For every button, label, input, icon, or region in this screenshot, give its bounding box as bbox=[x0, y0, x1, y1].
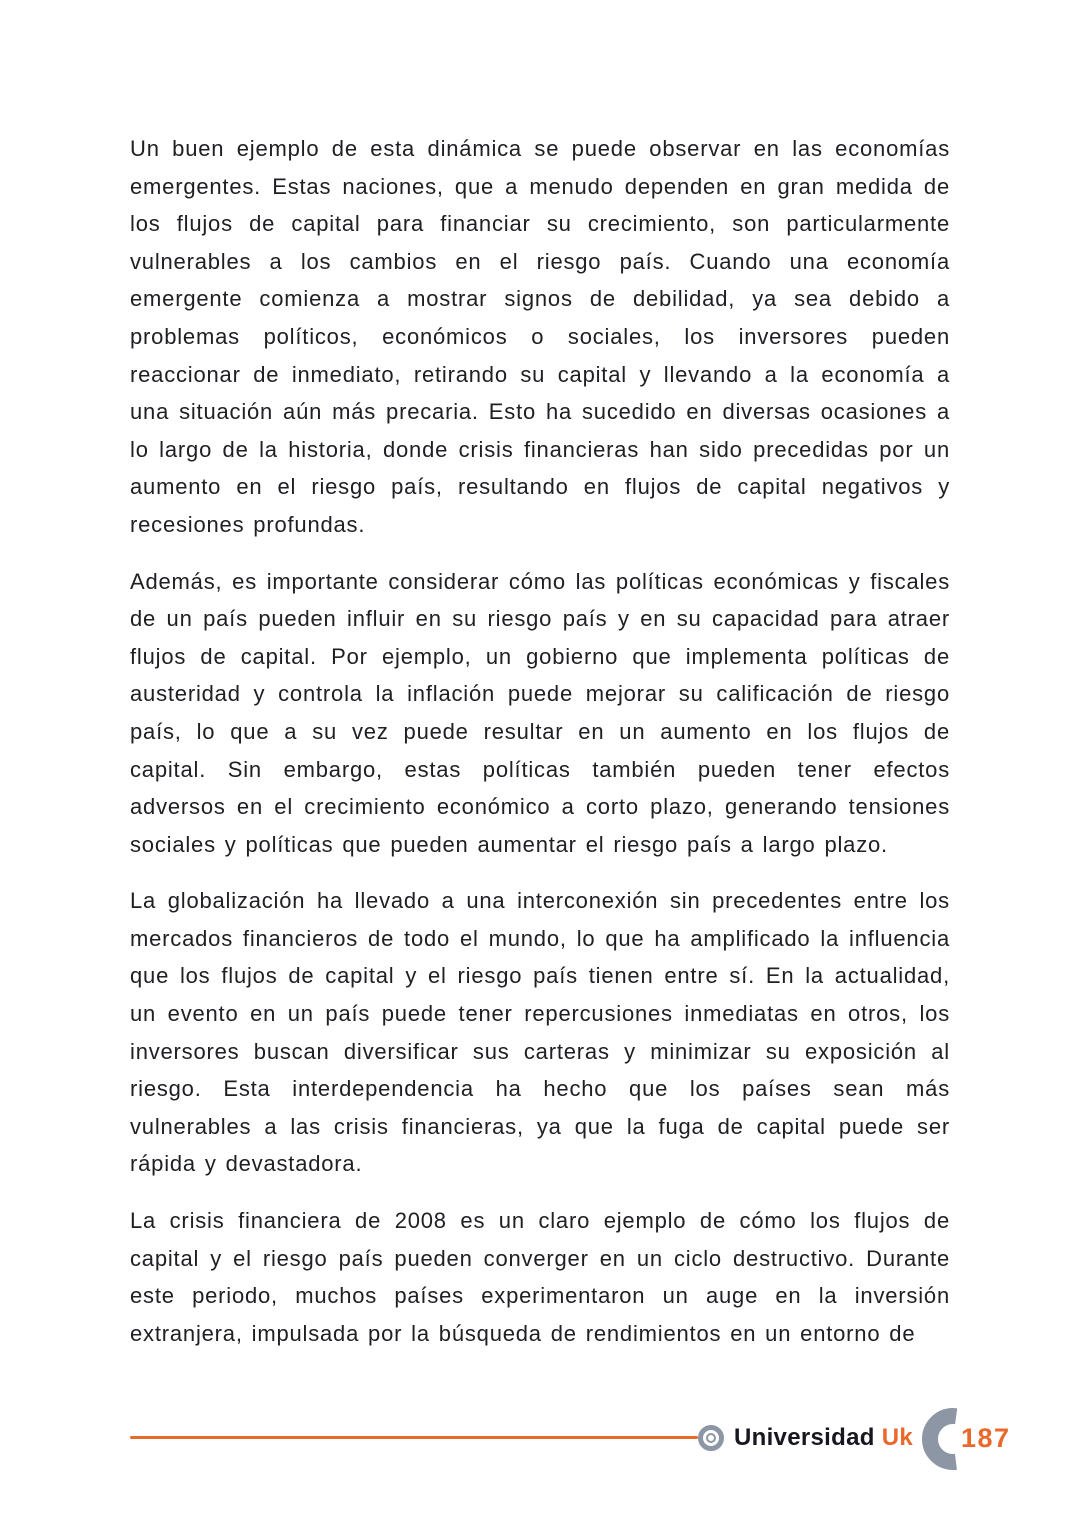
crescent-icon bbox=[919, 1406, 957, 1472]
target-circle-icon bbox=[698, 1425, 724, 1451]
body-paragraph: La crisis financiera de 2008 es un claro ejemplo de cómo los flujos de capital y el riesgo país pueden converger en un ciclo destructivo. Durante este periodo, muchos países experimentaron un auge en la inversión extranjera, impulsada por la búsqueda de rendimientos en un entorno de bbox=[130, 1208, 950, 1346]
body-paragraph: La globalización ha llevado a una interconexión sin precedentes entre los mercados financieros de todo el mundo, lo que ha amplificado la influencia que los flujos de capital y el riesgo país tienen entre sí. En la actualidad, un evento en un país puede tener repercusiones inmediatas en otros, los inversores buscan diversificar sus carteras y minimizar su exposición al riesgo. Esta interdependencia ha hecho que los países sean más vulnerables a las crisis financieras, ya que la fuga de capital puede ser rápida y devastadora. bbox=[130, 888, 950, 1177]
body-paragraph: Además, es importante considerar cómo las políticas económicas y fiscales de un país pueden influir en su riesgo país y en su capacidad para atraer flujos de capital. Por ejemplo, un gobierno que implementa políticas de austeridad y controla la inflación puede mejorar su calificación de riesgo país, lo que a su vez puede resultar en un aumento en los flujos de capital. Sin embargo, estas políticas también pueden tener efectos adversos en el crecimiento económico a corto plazo, generando tensiones sociales y políticas que pueden aumentar el riesgo país a largo plazo. bbox=[130, 568, 950, 857]
page-footer bbox=[0, 1406, 1080, 1476]
footer-divider-line bbox=[130, 1436, 698, 1439]
brand-logo bbox=[734, 1423, 913, 1453]
page-content bbox=[130, 130, 950, 1371]
brand-suffix: Uk bbox=[881, 1424, 913, 1451]
page-number: 187 bbox=[961, 1423, 1011, 1453]
brand-name: Universidad bbox=[734, 1424, 875, 1451]
target-circle-inner-dot bbox=[706, 1433, 716, 1443]
body-paragraph: Un buen ejemplo de esta dinámica se puede observar en las economías emergentes. Estas naciones, que a menudo dependen en gran medida de los flujos de capital para financiar su crecimiento, son particularmente vulnerables a los cambios en el riesgo país. Cuando una economía emergente comienza a mostrar signos de debilidad, ya sea debido a problemas políticos, económicos o sociales, los inversores pueden reaccionar de inmediato, retirando su capital y llevando a la economía a una situación aún más precaria. Esto ha sucedido en diversas ocasiones a lo largo de la historia, donde crisis financieras han sido precedidas por un aumento en el riesgo país, resultando en flujos de capital negativos y recesiones profundas. bbox=[130, 136, 950, 537]
